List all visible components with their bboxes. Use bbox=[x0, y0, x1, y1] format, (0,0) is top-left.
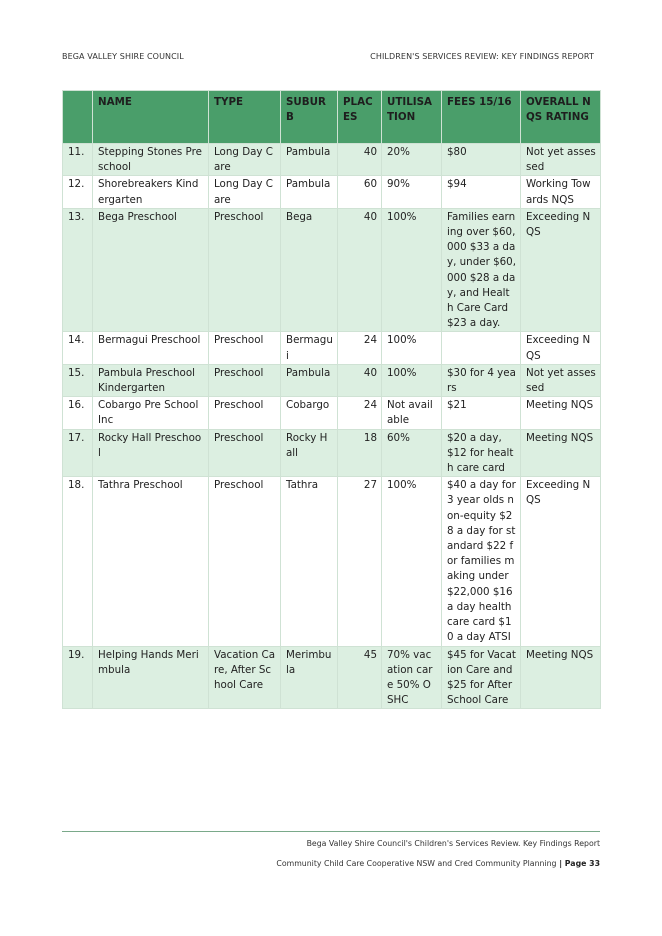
service-type: Preschool bbox=[209, 208, 281, 332]
places: 24 bbox=[338, 332, 382, 364]
service-name: Pambula Preschool Kindergarten bbox=[93, 364, 209, 396]
col-header-number bbox=[63, 91, 93, 144]
suburb: Bermagui bbox=[281, 332, 338, 364]
nqs-rating: Exceeding NQS bbox=[521, 332, 601, 364]
row-number: 14. bbox=[63, 332, 93, 364]
table-row bbox=[63, 477, 601, 646]
row-number: 13. bbox=[63, 208, 93, 332]
service-name: Helping Hands Merimbula bbox=[93, 646, 209, 709]
table-row bbox=[63, 144, 601, 176]
table-row bbox=[63, 332, 601, 364]
service-type: Preschool bbox=[209, 397, 281, 429]
service-name: Bermagui Preschool bbox=[93, 332, 209, 364]
places: 60 bbox=[338, 176, 382, 208]
suburb: Bega bbox=[281, 208, 338, 332]
row-number: 11. bbox=[63, 144, 93, 176]
utilisation: 100% bbox=[382, 364, 442, 396]
suburb: Pambula bbox=[281, 144, 338, 176]
col-header-fees: FEES 15/16 bbox=[442, 91, 521, 144]
service-type: Long Day Care bbox=[209, 176, 281, 208]
table-row bbox=[63, 429, 601, 477]
utilisation: Not available bbox=[382, 397, 442, 429]
col-header-type: TYPE bbox=[209, 91, 281, 144]
row-number: 17. bbox=[63, 429, 93, 477]
utilisation: 60% bbox=[382, 429, 442, 477]
fees: $30 for 4 years bbox=[442, 364, 521, 396]
nqs-rating: Exceeding NQS bbox=[521, 477, 601, 646]
nqs-rating: Meeting NQS bbox=[521, 397, 601, 429]
col-header-places: PLACES bbox=[338, 91, 382, 144]
fees: $80 bbox=[442, 144, 521, 176]
table-row bbox=[63, 397, 601, 429]
row-number: 12. bbox=[63, 176, 93, 208]
col-header-nqs-rating: OVERALL NQS RATING bbox=[521, 91, 601, 144]
footer-divider bbox=[62, 831, 600, 832]
table-row bbox=[63, 208, 601, 332]
fees: Families earning over $60,000 $33 a day, under $60,000 $28 a day, and Health Care Card $23 a day. bbox=[442, 208, 521, 332]
row-number: 19. bbox=[63, 646, 93, 709]
suburb: Pambula bbox=[281, 364, 338, 396]
suburb: Pambula bbox=[281, 176, 338, 208]
footer-organisations: Community Child Care Cooperative NSW and Cred Community Planning bbox=[276, 859, 557, 868]
nqs-rating: Working Towards NQS bbox=[521, 176, 601, 208]
places: 18 bbox=[338, 429, 382, 477]
suburb: Cobargo bbox=[281, 397, 338, 429]
table-row bbox=[63, 176, 601, 208]
fees: $21 bbox=[442, 397, 521, 429]
footer-separator: | bbox=[556, 859, 565, 868]
utilisation: 70% vacation care 50% OSHC bbox=[382, 646, 442, 709]
service-name: Cobargo Pre School Inc bbox=[93, 397, 209, 429]
utilisation: 90% bbox=[382, 176, 442, 208]
running-header-left: BEGA VALLEY SHIRE COUNCIL bbox=[62, 52, 184, 61]
fees: $45 for Vacation Care and $25 for After School Care bbox=[442, 646, 521, 709]
places: 45 bbox=[338, 646, 382, 709]
places: 24 bbox=[338, 397, 382, 429]
service-type: Preschool bbox=[209, 364, 281, 396]
nqs-rating: Not yet assessed bbox=[521, 144, 601, 176]
page-number: Page 33 bbox=[564, 859, 600, 868]
nqs-rating: Not yet assessed bbox=[521, 364, 601, 396]
row-number: 15. bbox=[63, 364, 93, 396]
running-header-right: CHILDREN'S SERVICES REVIEW: KEY FINDINGS REPORT bbox=[370, 52, 594, 61]
service-name: Tathra Preschool bbox=[93, 477, 209, 646]
utilisation: 100% bbox=[382, 477, 442, 646]
row-number: 18. bbox=[63, 477, 93, 646]
places: 40 bbox=[338, 208, 382, 332]
service-type: Vacation Care, After School Care bbox=[209, 646, 281, 709]
service-type: Long Day Care bbox=[209, 144, 281, 176]
utilisation: 100% bbox=[382, 332, 442, 364]
places: 40 bbox=[338, 144, 382, 176]
service-type: Preschool bbox=[209, 477, 281, 646]
nqs-rating: Meeting NQS bbox=[521, 646, 601, 709]
utilisation: 100% bbox=[382, 208, 442, 332]
col-header-utilisation: UTILISATION bbox=[382, 91, 442, 144]
fees: $20 a day, $12 for health care card bbox=[442, 429, 521, 477]
places: 27 bbox=[338, 477, 382, 646]
fees: $94 bbox=[442, 176, 521, 208]
footer-report-title: Bega Valley Shire Council's Children's Services Review. Key Findings Report bbox=[306, 839, 600, 848]
service-name: Shorebreakers Kindergarten bbox=[93, 176, 209, 208]
nqs-rating: Exceeding NQS bbox=[521, 208, 601, 332]
fees: $40 a day for 3 year olds non-equity $28 a day for standard $22 for families making under $22,000 $16 a day health care card $10 a day ATSI bbox=[442, 477, 521, 646]
suburb: Tathra bbox=[281, 477, 338, 646]
fees bbox=[442, 332, 521, 364]
table-row bbox=[63, 646, 601, 709]
nqs-rating: Meeting NQS bbox=[521, 429, 601, 477]
places: 40 bbox=[338, 364, 382, 396]
table-header-row bbox=[63, 91, 601, 144]
service-name: Bega Preschool bbox=[93, 208, 209, 332]
col-header-suburb: SUBURB bbox=[281, 91, 338, 144]
service-name: Rocky Hall Preschool bbox=[93, 429, 209, 477]
service-type: Preschool bbox=[209, 332, 281, 364]
service-type: Preschool bbox=[209, 429, 281, 477]
footer-credits bbox=[276, 859, 600, 868]
services-table bbox=[62, 90, 601, 709]
col-header-name: NAME bbox=[93, 91, 209, 144]
utilisation: 20% bbox=[382, 144, 442, 176]
row-number: 16. bbox=[63, 397, 93, 429]
service-name: Stepping Stones Preschool bbox=[93, 144, 209, 176]
suburb: Merimbula bbox=[281, 646, 338, 709]
table-row bbox=[63, 364, 601, 396]
suburb: Rocky Hall bbox=[281, 429, 338, 477]
